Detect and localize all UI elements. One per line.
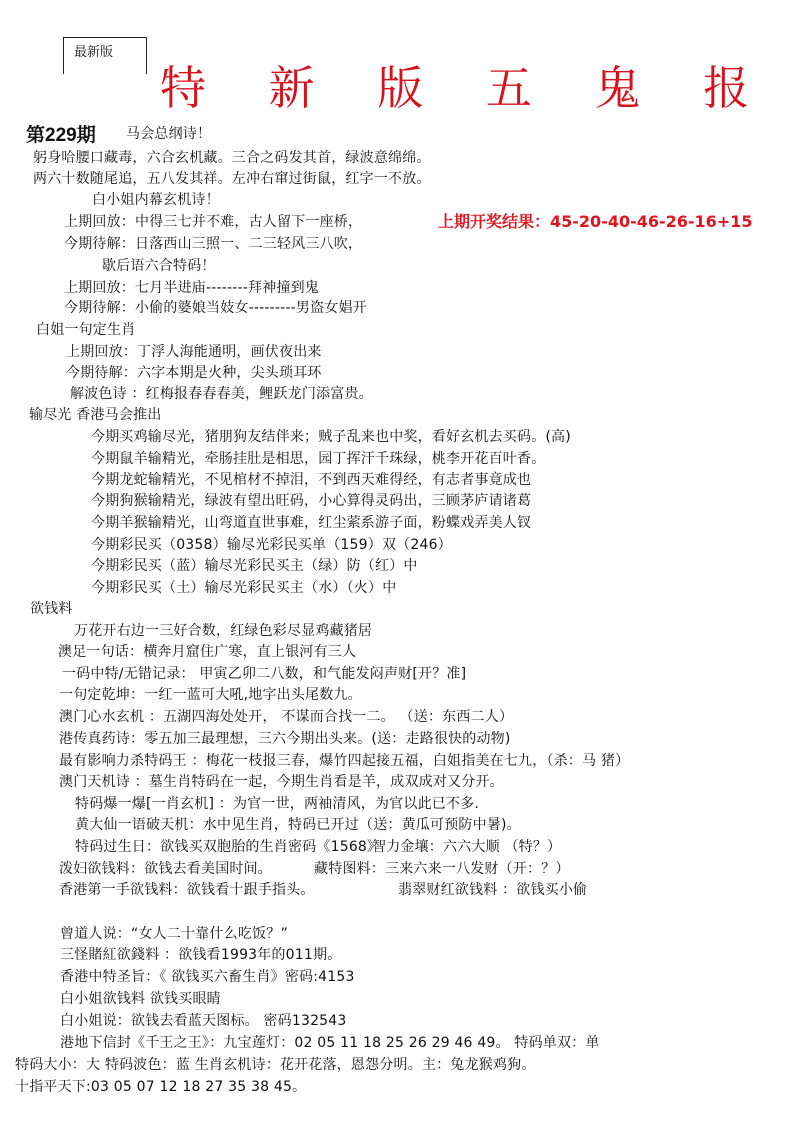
text-line: 香港第一手欲钱料：欲钱看十跟手指头。 (59, 882, 315, 898)
text-line: 上期回放：中得三七并不难，古人留下一座桥， (64, 214, 363, 230)
issue-number: 第229期 (26, 125, 96, 146)
text-line: 曾道人说：“女人二十靠什么吃饭？” (60, 926, 288, 942)
text-line: 两六十数随尾追，五八发其祥。左冲右窜过街鼠，红字一不放。 (33, 171, 431, 187)
text-line: 港传真药诗：零五加三最理想，三六今期出头来。(送：走路很快的动物) (59, 731, 511, 747)
text-line: 澳足一句话：横奔月窟住广寒，直上银河有三人 (58, 644, 357, 660)
section-heading: 欲钱料 (30, 601, 73, 617)
last-result-numbers: 45-20-40-46-26-16+15 (550, 212, 753, 231)
text-line: 黄大仙一语破天机：水中见生肖，特码已开过（送：黄瓜可预防中暑)。 (75, 817, 521, 833)
text-line: 香港中特圣旨：《 欲钱买六畜生肖》密码:4153 (60, 969, 355, 985)
text-line: 今期待解：小偷的婆娘当妓女---------男盗女娼开 (64, 300, 367, 316)
text-line: 今期鼠羊输精光，牵肠挂肚是相思，园丁挥汗千珠绿，桃李开花百叶香。 (91, 451, 546, 467)
section-heading: 白小姐内幕玄机诗！ (92, 192, 220, 208)
text-line: 今期羊猴输精光，山弯道直世事难，红尘萦系游子面，粉蝶戏弄美人钗 (91, 515, 532, 531)
text-line: 解波色诗 ：红梅报春春春美，鲤跃龙门添富贵。 (70, 386, 373, 402)
text-line: 澳门天机诗 ：墓生肖特码在一起，今期生肖看是羊，成双成对又分开。 (59, 774, 504, 790)
last-result (438, 209, 752, 232)
text-line: 今期彩民买（蓝）输尽光彩民买主（绿）防（红）中 (91, 558, 418, 574)
text-line: 十指平天下:03 05 07 12 18 27 35 38 45。 (15, 1079, 307, 1095)
text-line: 今期龙蛇输精光，不见棺材不掉泪，不到西天难得经，有志者事竟成也 (91, 472, 532, 488)
text-line: 今期待解：日落西山三照一、二三轻风三八吹， (64, 236, 363, 252)
edition-label: 最新版 (74, 45, 114, 60)
page-title: 特 新 版 五 鬼 报 (160, 61, 774, 115)
text-line: 澳门心水玄机 ：五湖四海处处开， 不谋而合找一二。 （送：东西二人） (59, 709, 514, 725)
text-line: 今期彩民买（0358）输尽光彩民买单（159）双（246） (91, 537, 452, 553)
text-line: 一码中特/无错记录： 甲寅乙卯二八数，和气能发闷声财[开？准] (62, 666, 467, 682)
text-line: 一句定乾坤：一红一蓝可大吼,地字出头尾数九。 (59, 687, 362, 703)
edition-box (63, 37, 147, 74)
text-line: 特码过生日：欲钱买双胞胎的生肖密码《1568》 (75, 839, 382, 855)
text-line: 智力金壤：六六大顺 （特？） (372, 839, 562, 855)
text-line: 万花开右边一三好合数，红绿色彩尽显鸡藏猪居 (74, 623, 373, 639)
text-line: 藏特图料：三来六来一八发财（开：？） (314, 861, 570, 877)
text-line: 最有影响力杀特码王 ：梅花一枝报三春，爆竹四起接五福，白姐指美在七九，（杀：马 猪） (59, 753, 630, 769)
text-line: 今期待解：六字本期是火种，尖头琐耳环 (66, 365, 322, 381)
section-heading: 输尽光 香港马会推出 (29, 407, 162, 423)
text-line: 港地下信封《千王之王》：九宝莲灯：02 05 11 18 25 26 29 46 49。 特码单双：单 (60, 1035, 600, 1051)
text-line: 上期回放：丁浮人海能通明，画伏夜出来 (66, 344, 322, 360)
text-line: 躬身哈腰口藏毒，六合玄机藏。三合之码发其首，绿波意绵绵。 (33, 150, 431, 166)
text-line: 特码大小：大 特码波色：蓝 生肖玄机诗：花开花落，恩怨分明。主：兔龙猴鸡狗。 (15, 1057, 536, 1073)
text-line: 今期彩民买（土）输尽光彩民买主（水）（火）中 (91, 580, 397, 596)
text-line: 今期狗猴输精光，绿波有望出旺码，小心算得灵码出，三顾茅庐请诸葛 (91, 493, 532, 509)
text-line: 白小姐说：欲钱去看蓝天图标。 密码132543 (60, 1013, 347, 1029)
text-line: 今期买鸡输尽光，猪朋狗友结伴来；贼子乱来也中奖，看好玄机去买码。(高) (91, 429, 571, 445)
text-line: 泼妇欲钱料：欲钱去看美国时间。 (59, 861, 272, 877)
last-result-label: 上期开奖结果： (438, 212, 551, 231)
text-line: 上期回放：七月半进庙--------拜神撞到鬼 (64, 280, 320, 296)
text-line: 特码爆一爆[一肖玄机] ：为官一世，两袖清风，为官以此已不多. (75, 796, 480, 812)
issue-subtitle: 马会总纲诗！ (126, 126, 212, 142)
text-line: 翡翠财红欲钱料 ：欲钱买小偷 (398, 882, 588, 898)
text-line: 三怪賭紅欲錢料 ：欲钱看1993年的011期。 (60, 947, 342, 963)
section-heading: 歇后语六合特码！ (102, 258, 216, 274)
section-heading: 白姐一句定生肖 (36, 322, 136, 338)
text-line: 白小姐欲钱料 欲钱买眼睛 (60, 991, 221, 1007)
